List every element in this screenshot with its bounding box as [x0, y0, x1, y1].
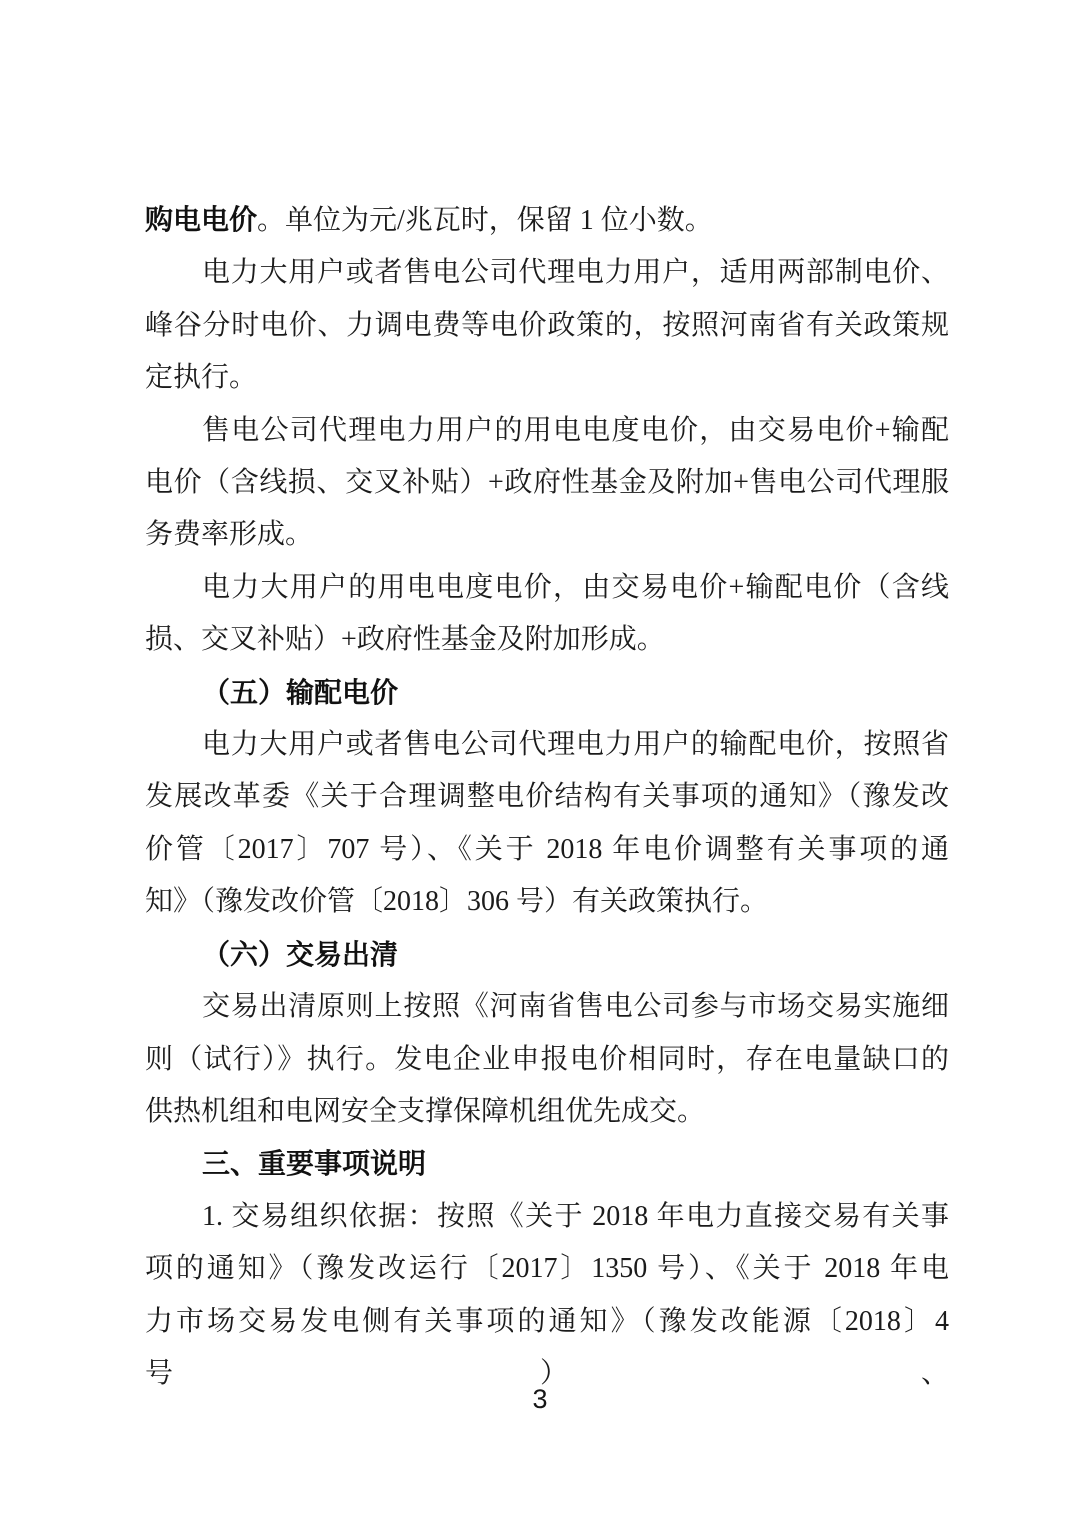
body-text: 1. 交易组织依据：按照《关于 2018 年电力直接交易有关事 — [202, 1200, 949, 1232]
body-text: 发展改革委《关于合理调整电价结构有关事项的通知》（豫发改 — [145, 781, 949, 813]
paragraph — [145, 1191, 949, 1401]
section-heading — [145, 1138, 949, 1190]
text-line — [145, 352, 949, 404]
text-line — [145, 614, 949, 666]
body-text: 电力大用户的用电电度电价，由交易电价+输配电价（含线 — [202, 571, 949, 603]
text-line — [145, 1191, 949, 1243]
paragraph — [145, 247, 949, 404]
text-line — [145, 667, 949, 719]
body-text: 损、交叉补贴）+政府性基金及附加形成。 — [145, 624, 665, 656]
text-line — [145, 1086, 949, 1138]
text-line — [145, 771, 949, 823]
body-text: 。单位为元/兆瓦时，保留 1 位小数。 — [257, 205, 713, 236]
text-line — [145, 562, 949, 614]
text-line — [145, 457, 949, 509]
body-text: 交易出清原则上按照《河南省售电公司参与市场交易实施细 — [202, 991, 949, 1023]
text-line — [145, 1034, 949, 1086]
bold-text: 购电电价 — [145, 204, 258, 235]
text-line — [145, 824, 949, 876]
body-text: 电价（含线损、交叉补贴）+政府性基金及附加+售电公司代理服 — [145, 467, 949, 499]
text-line — [145, 247, 949, 299]
body-text: 售电公司代理电力用户的用电电度电价，由交易电价+输配 — [202, 414, 949, 446]
body-text: 务费率形成。 — [145, 519, 314, 551]
section-heading — [145, 667, 949, 719]
text-line — [145, 876, 949, 928]
text-line — [145, 300, 949, 352]
body-text: 则（试行）》执行。发电企业申报电价相同时，存在电量缺口的 — [145, 1043, 949, 1075]
body-text: 项的通知》（豫发改运行〔2017〕1350 号）、《关于 2018 年电 — [145, 1253, 949, 1285]
page-number: 3 — [532, 1384, 548, 1414]
text-line — [145, 1243, 949, 1295]
paragraph — [145, 562, 949, 667]
body-text: 电力大用户或者售电公司代理电力用户的输配电价，按照省 — [202, 729, 949, 761]
text-line — [145, 981, 949, 1033]
bold-text: 三、重要事项说明 — [202, 1148, 427, 1180]
body-text: 定执行。 — [145, 362, 258, 394]
body-text: 力市场交易发电侧有关事项的通知》（豫发改能源〔2018〕4 号）、 — [145, 1305, 949, 1389]
body-text: 电力大用户或者售电公司代理电力用户，适用两部制电价、 — [202, 257, 949, 289]
text-line — [145, 929, 949, 981]
text-line — [145, 509, 949, 561]
text-line — [145, 1138, 949, 1190]
bold-text: （六）交易出清 — [202, 938, 399, 970]
text-line — [145, 194, 949, 247]
body-text: 价管〔2017〕707 号）、《关于 2018 年电价调整有关事项的通 — [145, 833, 949, 865]
paragraph — [145, 719, 949, 929]
text-block — [145, 194, 949, 1400]
section-heading — [145, 929, 949, 981]
paragraph — [145, 405, 949, 562]
body-text: 知》（豫发改价管〔2018〕306 号）有关政策执行。 — [145, 886, 769, 918]
paragraph — [145, 194, 949, 247]
bold-text: （五）输配电价 — [202, 676, 399, 708]
text-line — [145, 405, 949, 457]
paragraph — [145, 981, 949, 1138]
text-line — [145, 719, 949, 771]
body-text: 供热机组和电网安全支撑保障机组优先成交。 — [145, 1095, 706, 1127]
body-text: 峰谷分时电价、力调电费等电价政策的，按照河南省有关政策规 — [145, 309, 949, 341]
